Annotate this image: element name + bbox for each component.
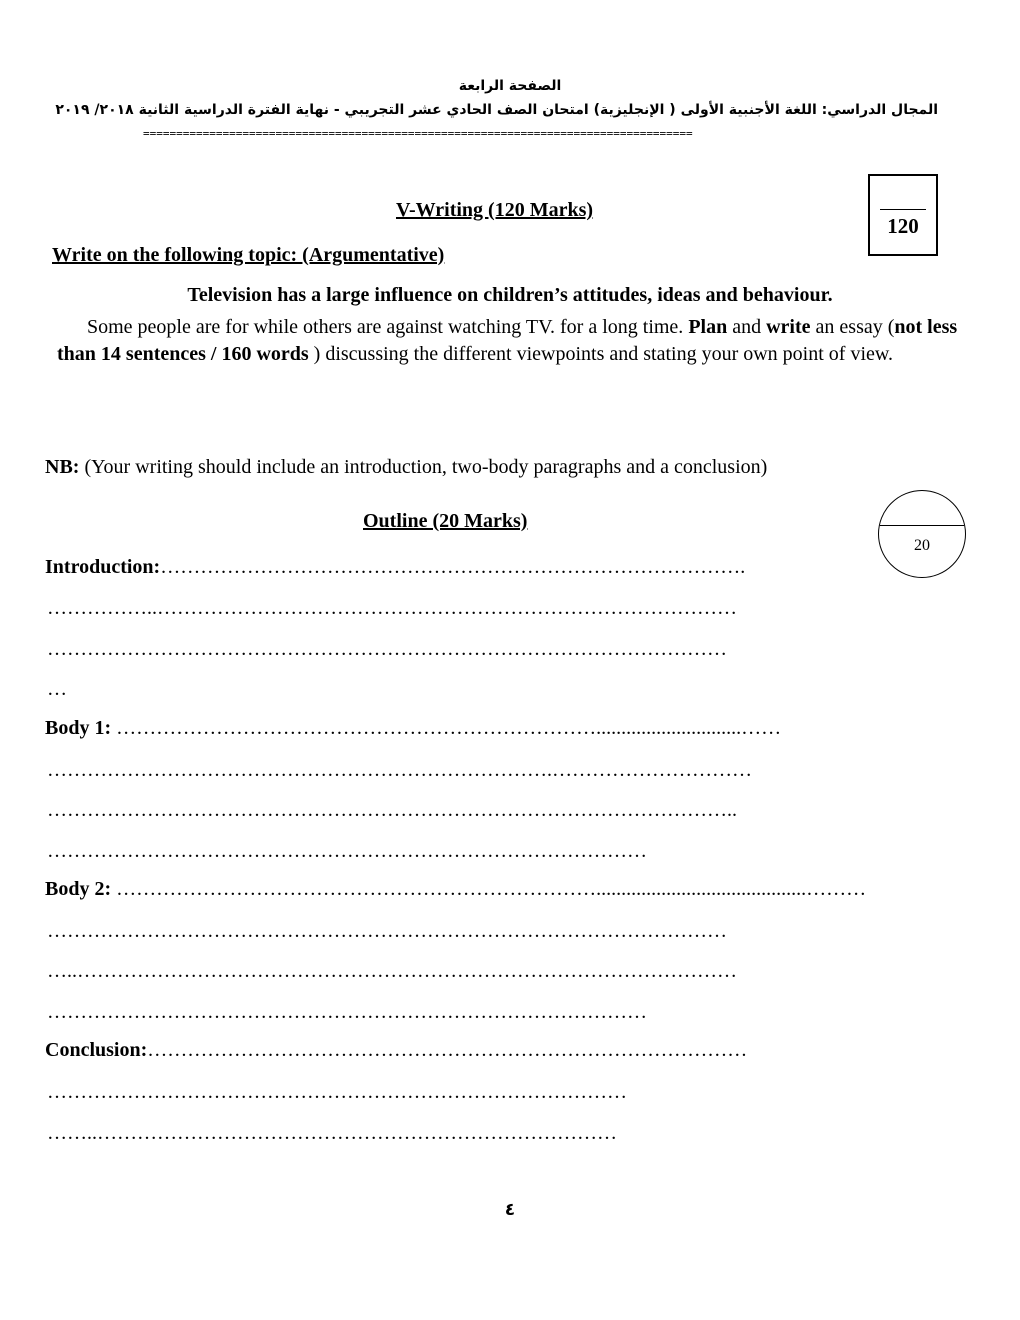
introduction-answer-line-2[interactable]: ……………..…………………………………………………………………………… (47, 597, 737, 619)
body1-label: Body 1: (45, 717, 112, 739)
outline-score-circle (878, 490, 966, 578)
introduction-answer-line-4[interactable]: … (47, 678, 67, 700)
page-number: ٤ (504, 1200, 516, 1220)
conclusion-answer-line-2[interactable]: …………………………………………………………………………… (47, 1081, 627, 1103)
introduction-label: Introduction: (45, 556, 161, 578)
note (45, 456, 767, 479)
body1-answer-line-3[interactable]: ………………………………………………………………………………………….. (47, 799, 737, 821)
write-word: write (766, 316, 811, 338)
note-text: (Your writing should include an introduction, two-body paragraphs and a conclusion) (79, 456, 768, 478)
introduction-answer-line-3[interactable]: ………………………………………………………………………………………… (47, 638, 727, 660)
body1-answer-line-2[interactable]: ………………………………………………………………….………………………… (47, 759, 752, 781)
body2-line (45, 878, 866, 901)
body1-answer-line[interactable]: ……………………………………………………………….............................…… (111, 717, 782, 739)
body2-label: Body 2: (45, 878, 112, 900)
conclusion-answer-line-3[interactable]: ……..…………………………………………………………………… (47, 1122, 617, 1144)
conclusion-answer-line[interactable]: ……………………………………………………………………………… (147, 1039, 748, 1061)
body1-line (45, 717, 781, 740)
body2-answer-line[interactable]: ………………………………………………………………..........................................……… (111, 878, 867, 900)
outline-score: 20 (914, 537, 930, 554)
body1-answer-line-4[interactable]: ……………………………………………………………………………… (47, 840, 647, 862)
length-requirement: not less than 14 sentences / 160 words (57, 316, 958, 365)
body2-answer-line-3[interactable]: …..……………………………………………………………………………………… (47, 960, 737, 982)
conclusion-line (45, 1039, 747, 1062)
body2-answer-line-4[interactable]: ……………………………………………………………………………… (47, 1001, 647, 1023)
essay-topic: Television has a large influence on children’s attitudes, ideas and behaviour. (187, 284, 833, 306)
total-score: 120 (887, 214, 919, 238)
header-separator: =================================================================================== (143, 127, 693, 140)
page-label: الصفحة الرابعة (458, 78, 562, 94)
total-score-box (868, 174, 938, 256)
plan-word: Plan (688, 316, 728, 338)
subject-line: المجال الدراسي: اللغة الأجنبية الأولى ( الإنجليزية) امتحان الصف الحادي عشر التجريبي - نهاية الفترة الدراسية الثانية ٢٠١٨/ ٢٠١٩ (55, 102, 938, 118)
introduction-line (45, 556, 745, 579)
note-label: NB: (45, 456, 80, 478)
outline-title: Outline (20 Marks) (363, 510, 528, 532)
task-prompt: Some people are for while others are against watching TV. for a long time. Plan and write an essay (not less than 14 sentences / 160 words ) discussing the different viewpoints and stating your own point of view. (57, 316, 958, 365)
introduction-answer-line[interactable]: ……………………………………………………………………………. (160, 556, 746, 578)
conclusion-label: Conclusion: (45, 1039, 148, 1061)
task-instruction: Write on the following topic: (Argumentative) (52, 244, 445, 266)
body2-answer-line-2[interactable]: ………………………………………………………………………………………… (47, 920, 727, 942)
section-title: V-Writing (120 Marks) (396, 199, 594, 221)
